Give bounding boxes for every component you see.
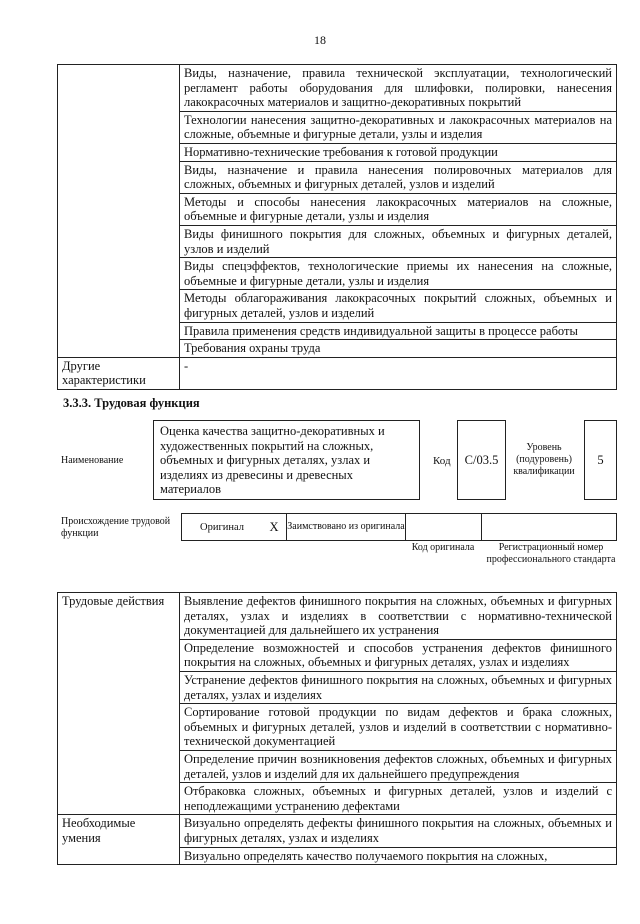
row-item: Методы облагораживания лакокрасочных покрытий сложных, объемных и фигурных деталей, узлов и изделий [180,290,617,322]
section-title: 3.3.3. Трудовая функция [63,396,200,410]
level-value: 5 [597,452,604,467]
row-item: Отбраковка сложных, объемных и фигурных деталей, узлов и изделий с неподлежащими устранению дефектами [180,783,617,815]
row-label: Трудовые действия [58,593,180,815]
row-item: Выявление дефектов финишного покрытия на сложных, объемных и фигурных деталях, узлах и изделиях в соответствии с нормативно-технической документацией для дальнейшего их устранения [180,593,617,640]
code-value: C/03.5 [464,452,499,467]
row-item: - [180,357,617,389]
row-item: Сортирование готовой продукции по видам дефектов и брака сложных, объемных и фигурных деталей, узлов и изделий в соответствии с нормативно-технической документацией [180,704,617,751]
row-item: Визуально определять качество получаемого покрытия на сложных, [180,847,617,865]
row-label [58,65,180,358]
row-item: Виды финишного покрытия для сложных, объемных и фигурных деталей, узлов и изделий [180,225,617,257]
code-label: Код [433,455,451,467]
table-row [58,815,617,847]
row-item: Виды, назначение и правила нанесения полировочных материалов для сложных, объемных и фигурных деталей, узлов и изделий [180,161,617,193]
origin-divider [481,514,482,540]
name-label: Наименование [61,455,124,466]
page-number: 18 [314,33,326,47]
row-item: Визуально определять дефекты финишного покрытия на сложных, объемных и фигурных деталях, узлах и изделиях [180,815,617,847]
function-name-box [153,420,420,500]
row-item: Правила применения средств индивидуальной защиты в процессе работы [180,322,617,340]
original-label: Оригинал [200,521,244,533]
row-item: Виды спецэффектов, технологические приемы их нанесения на сложные, объемные и фигурные детали, узлы и изделия [180,258,617,290]
row-item: Нормативно-технические требования к готовой продукции [180,143,617,161]
row-item: Устранение дефектов финишного покрытия на сложных, объемных и фигурных деталях, узлах и изделиях [180,671,617,703]
table-row [58,593,617,640]
row-item: Виды, назначение, правила технической эксплуатации, технологический регламент работы оборудования для шлифовки, полировки, нанесения лакокрасочных материалов и защитно-декоративных покрытий [180,65,617,112]
table-row [58,357,617,389]
row-item: Требования охраны труда [180,340,617,358]
function-name-value: Оценка качества защитно-декоративных и художественных покрытий на сложных, объемных и фигурных деталях, узлах и изделиях из древесины и древесных материалов [160,424,385,497]
actions-table [57,592,617,865]
code-box [457,420,506,500]
origin-label: Происхождение трудовой функции [61,516,171,539]
reg-caption: Регистрационный номер профессионального стандарта [486,542,616,565]
row-item: Методы и способы нанесения лакокрасочных материалов на сложные, объемные и фигурные детали, узлы и изделия [180,193,617,225]
borrowed-label: Заимствовано из оригинала [287,521,405,532]
row-item: Определение причин возникновения дефектов сложных, объемных и фигурных деталей, узлов и изделий для их дальнейшего предупреждения [180,750,617,782]
original-mark: X [269,519,279,534]
level-label: Уровень (подуровень) квалификации [513,442,575,477]
row-label: Необходимые умения [58,815,180,865]
row-item: Определение возможностей и способов устранения дефектов финишного покрытия на сложных, объемных и фигурных деталях, узлах и изделиях [180,639,617,671]
level-box [584,420,617,500]
table-row [58,65,617,112]
row-item: Технологии нанесения защитно-декоративных и лакокрасочных материалов на сложные, объемные и фигурные детали, узлы и изделия [180,111,617,143]
code-caption: Код оригинала [411,542,475,553]
row-label: Другие характеристики [58,357,180,389]
knowledge-table [57,64,617,390]
origin-row [181,513,617,541]
